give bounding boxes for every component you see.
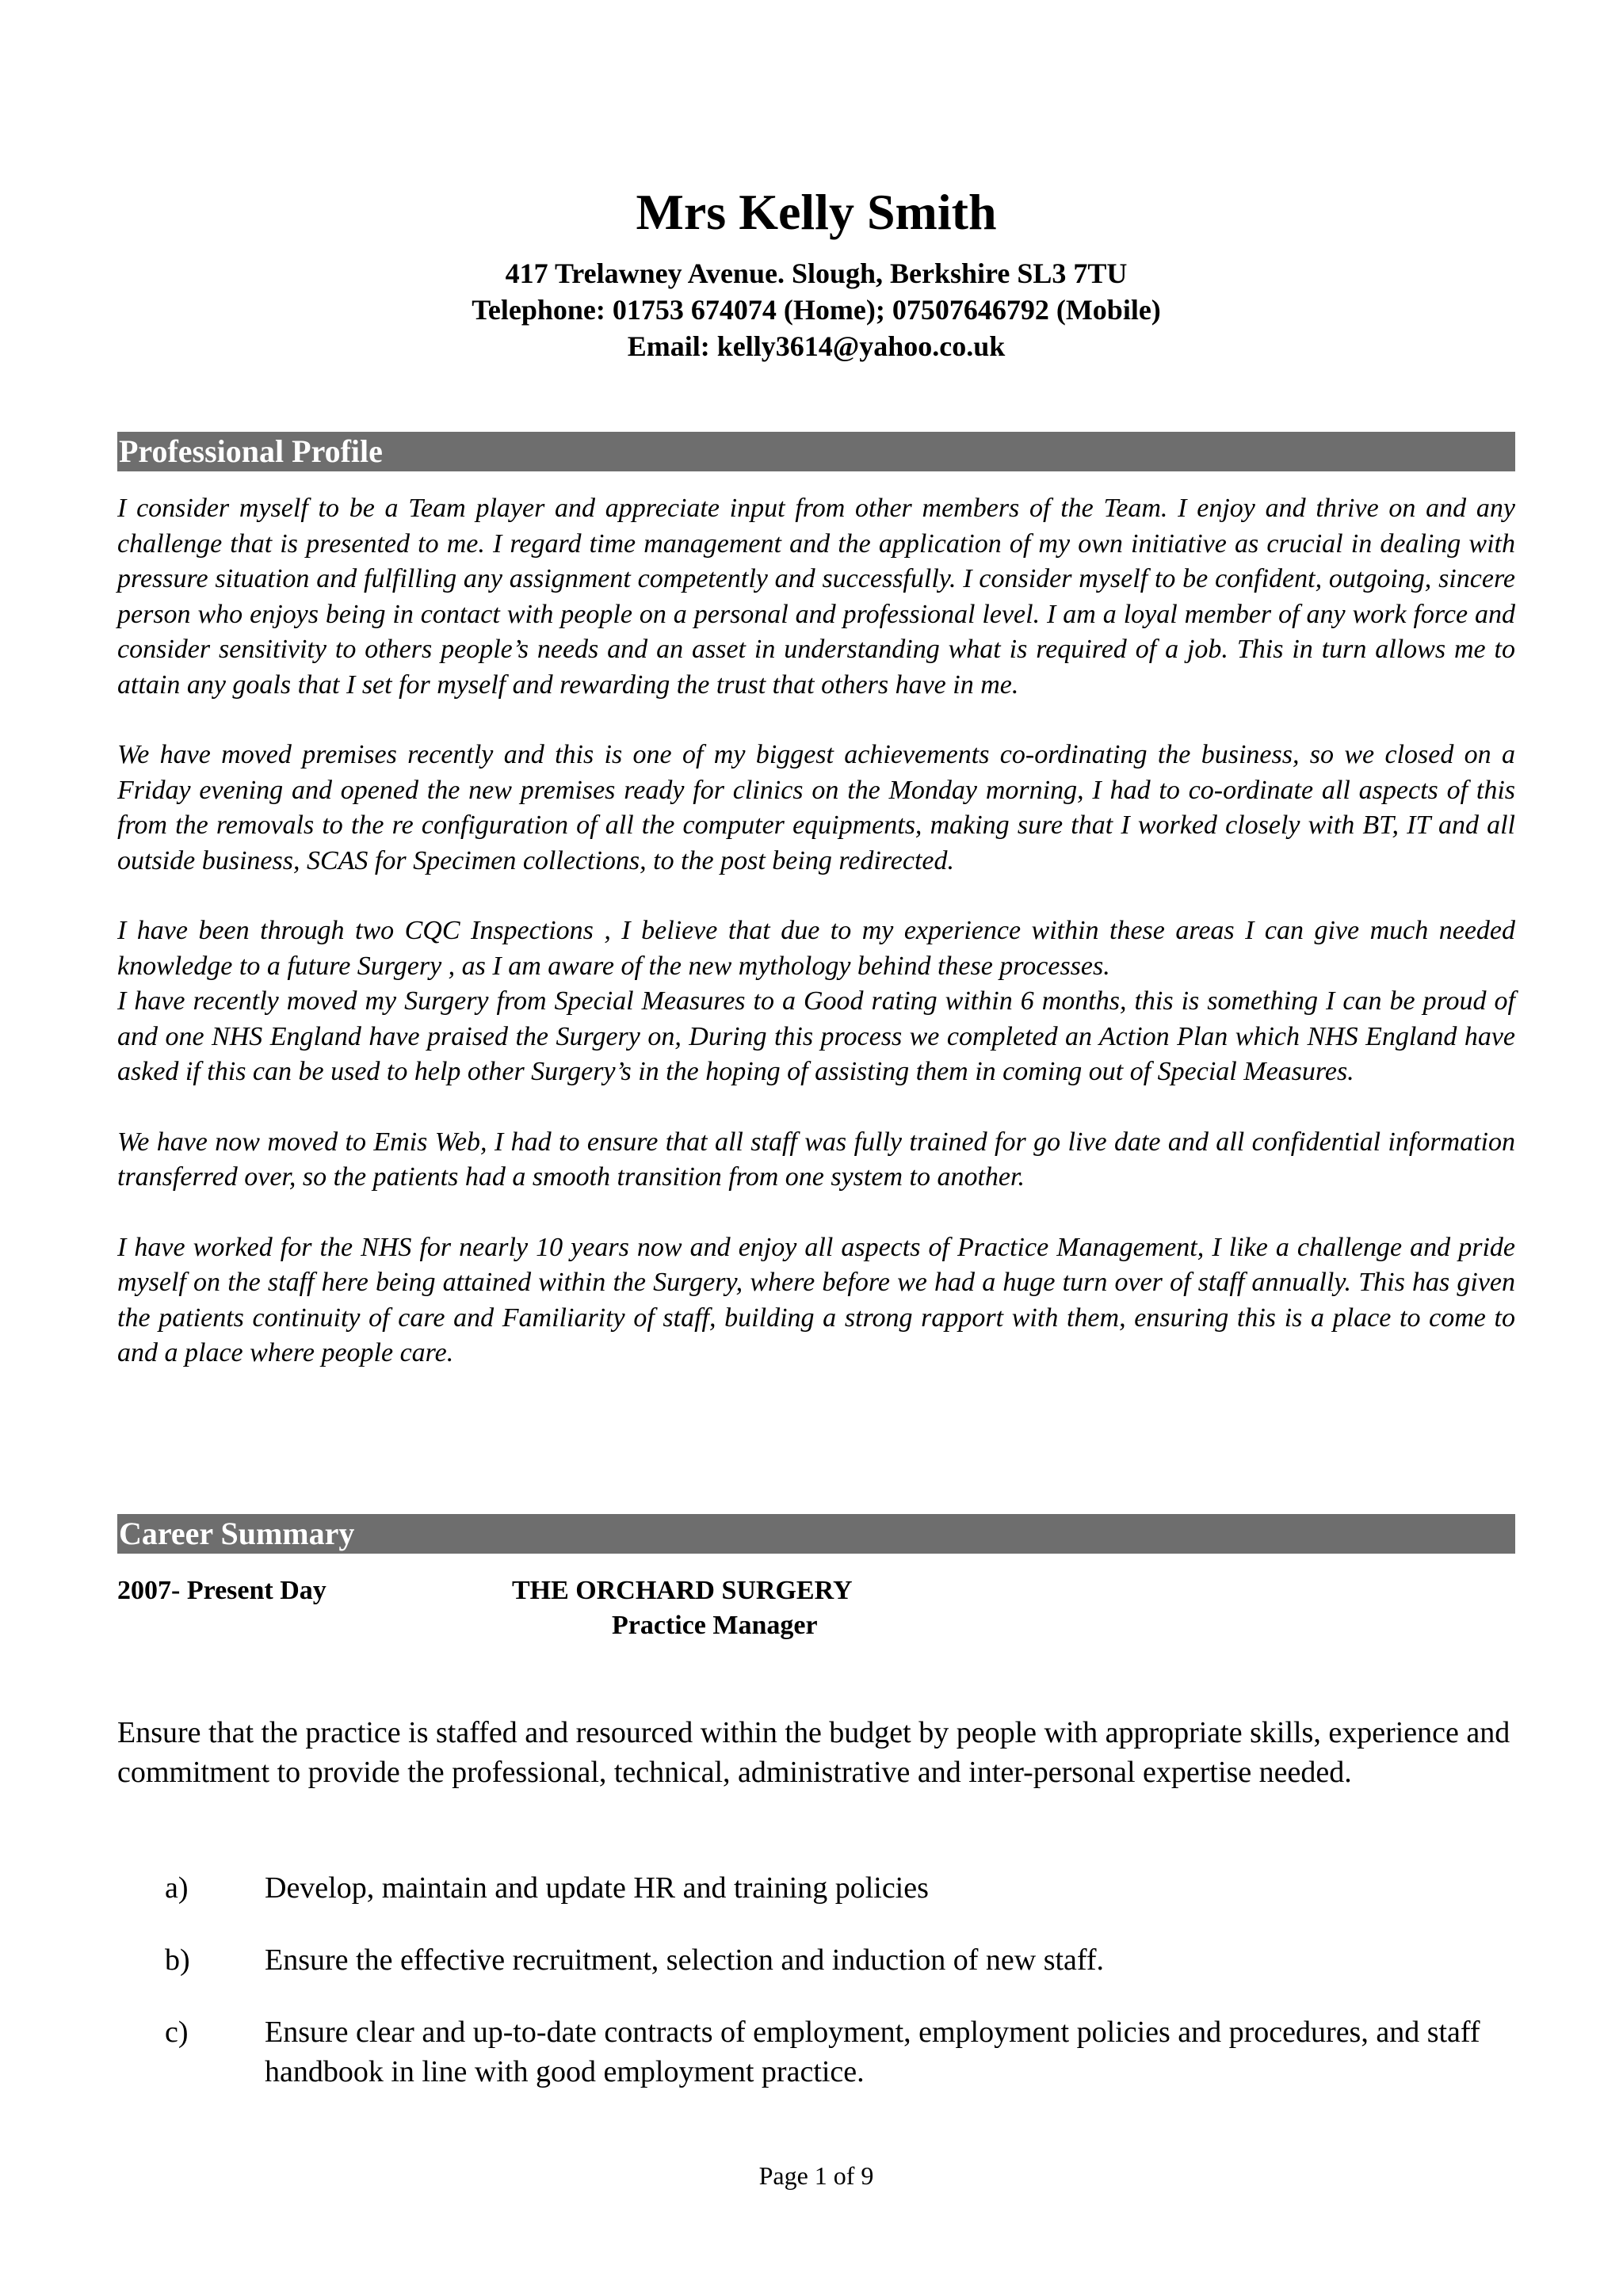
email-line: Email: kelly3614@yahoo.co.uk: [627, 330, 1006, 362]
section-header-career-summary: Career Summary: [117, 1514, 1515, 1554]
list-item-letter: b): [165, 1943, 190, 1977]
career-role: Practice Manager: [612, 1611, 818, 1640]
list-item-text: Ensure clear and up-to-date contracts of employment, employment policies and procedures, and staff handbook in line with good employment practice.: [265, 2016, 1480, 2088]
profile-paragraph-3: I have been through two CQC Inspections , I believe that due to my experience within these areas I can give much needed knowledge to a future Surgery , as I am aware of the new mythology behind these processes.: [117, 916, 1515, 981]
professional-profile-text: [117, 491, 1515, 1371]
page-number: Page 1 of 9: [758, 2161, 874, 2190]
telephone-line: Telephone: 01753 674074 (Home); 07507646792 (Mobile): [472, 294, 1161, 326]
profile-paragraph-2: We have moved premises recently and this is one of my biggest achievements co-ordinating the business, so we closed on a Friday evening and opened the new premises ready for clinics on the Monday morning, I had to co-ordinate all aspects of this from the removals to the re configuration of all the computer equipments, making sure that I worked closely with BT, IT and all outside business, SCAS for Specimen collections, to the post being redirected.: [117, 740, 1515, 875]
career-date: 2007- Present Day: [117, 1576, 327, 1605]
list-item-letter: a): [165, 1871, 189, 1905]
applicant-name: Mrs Kelly Smith: [636, 184, 997, 240]
list-item-text: Develop, maintain and update HR and training policies: [265, 1871, 929, 1905]
address-line: 417 Trelawney Avenue. Slough, Berkshire SL3 7TU: [505, 257, 1128, 289]
document-page: [117, 0, 1515, 2296]
list-item-letter: c): [165, 2016, 189, 2049]
career-summary-text: Ensure that the practice is staffed and resourced within the budget by people with appropriate skills, experience and commitment to provide the professional, technical, administrative and inter-personal expertise needed.: [117, 1716, 1510, 1789]
profile-paragraph-5: We have now moved to Emis Web, I had to ensure that all staff was fully trained for go live date and all confidential information transferred over, so the patients had a smooth transition from one system to another.: [117, 1127, 1515, 1192]
profile-paragraph-4: I have recently moved my Surgery from Special Measures to a Good rating within 6 months, this is something I can be proud of and one NHS England have praised the Surgery on, During this process we completed an Action Plan which NHS England have asked if this can be used to help other Surgery’s in the hoping of assisting them in coming out of Special Measures.: [117, 986, 1515, 1086]
profile-paragraph-6: I have worked for the NHS for nearly 10 years now and enjoy all aspects of Practice Management, I like a challenge and pride myself on the staff here being attained within the Surgery, where before we had a huge turn over of staff annually. This has given the patients continuity of care and Familiarity of staff, building a strong rapport with them, ensuring this is a place to come to and a place where people care.: [117, 1232, 1515, 1367]
section-header-professional-profile: Professional Profile: [117, 432, 1515, 471]
list-item-text: Ensure the effective recruitment, selection and induction of new staff.: [265, 1943, 1105, 1977]
contact-block: [117, 255, 1515, 364]
profile-paragraph-1: I consider myself to be a Team player and appreciate input from other members of the Team. I enjoy and thrive on and any challenge that is presented to me. I regard time management and the application of my own initiative as crucial in dealing with pressure situation and fulfilling any assignment competently and successfully. I consider myself to be confident, outgoing, sincere person who enjoys being in contact with people on a personal and professional level. I am a loyal member of any work force and consider sensitivity to others people’s needs and an asset in understanding what is required of a job. This in turn allows me to attain any goals that I set for myself and rewarding the trust that others have in me.: [117, 494, 1515, 700]
career-company: THE ORCHARD SURGERY: [512, 1576, 853, 1605]
